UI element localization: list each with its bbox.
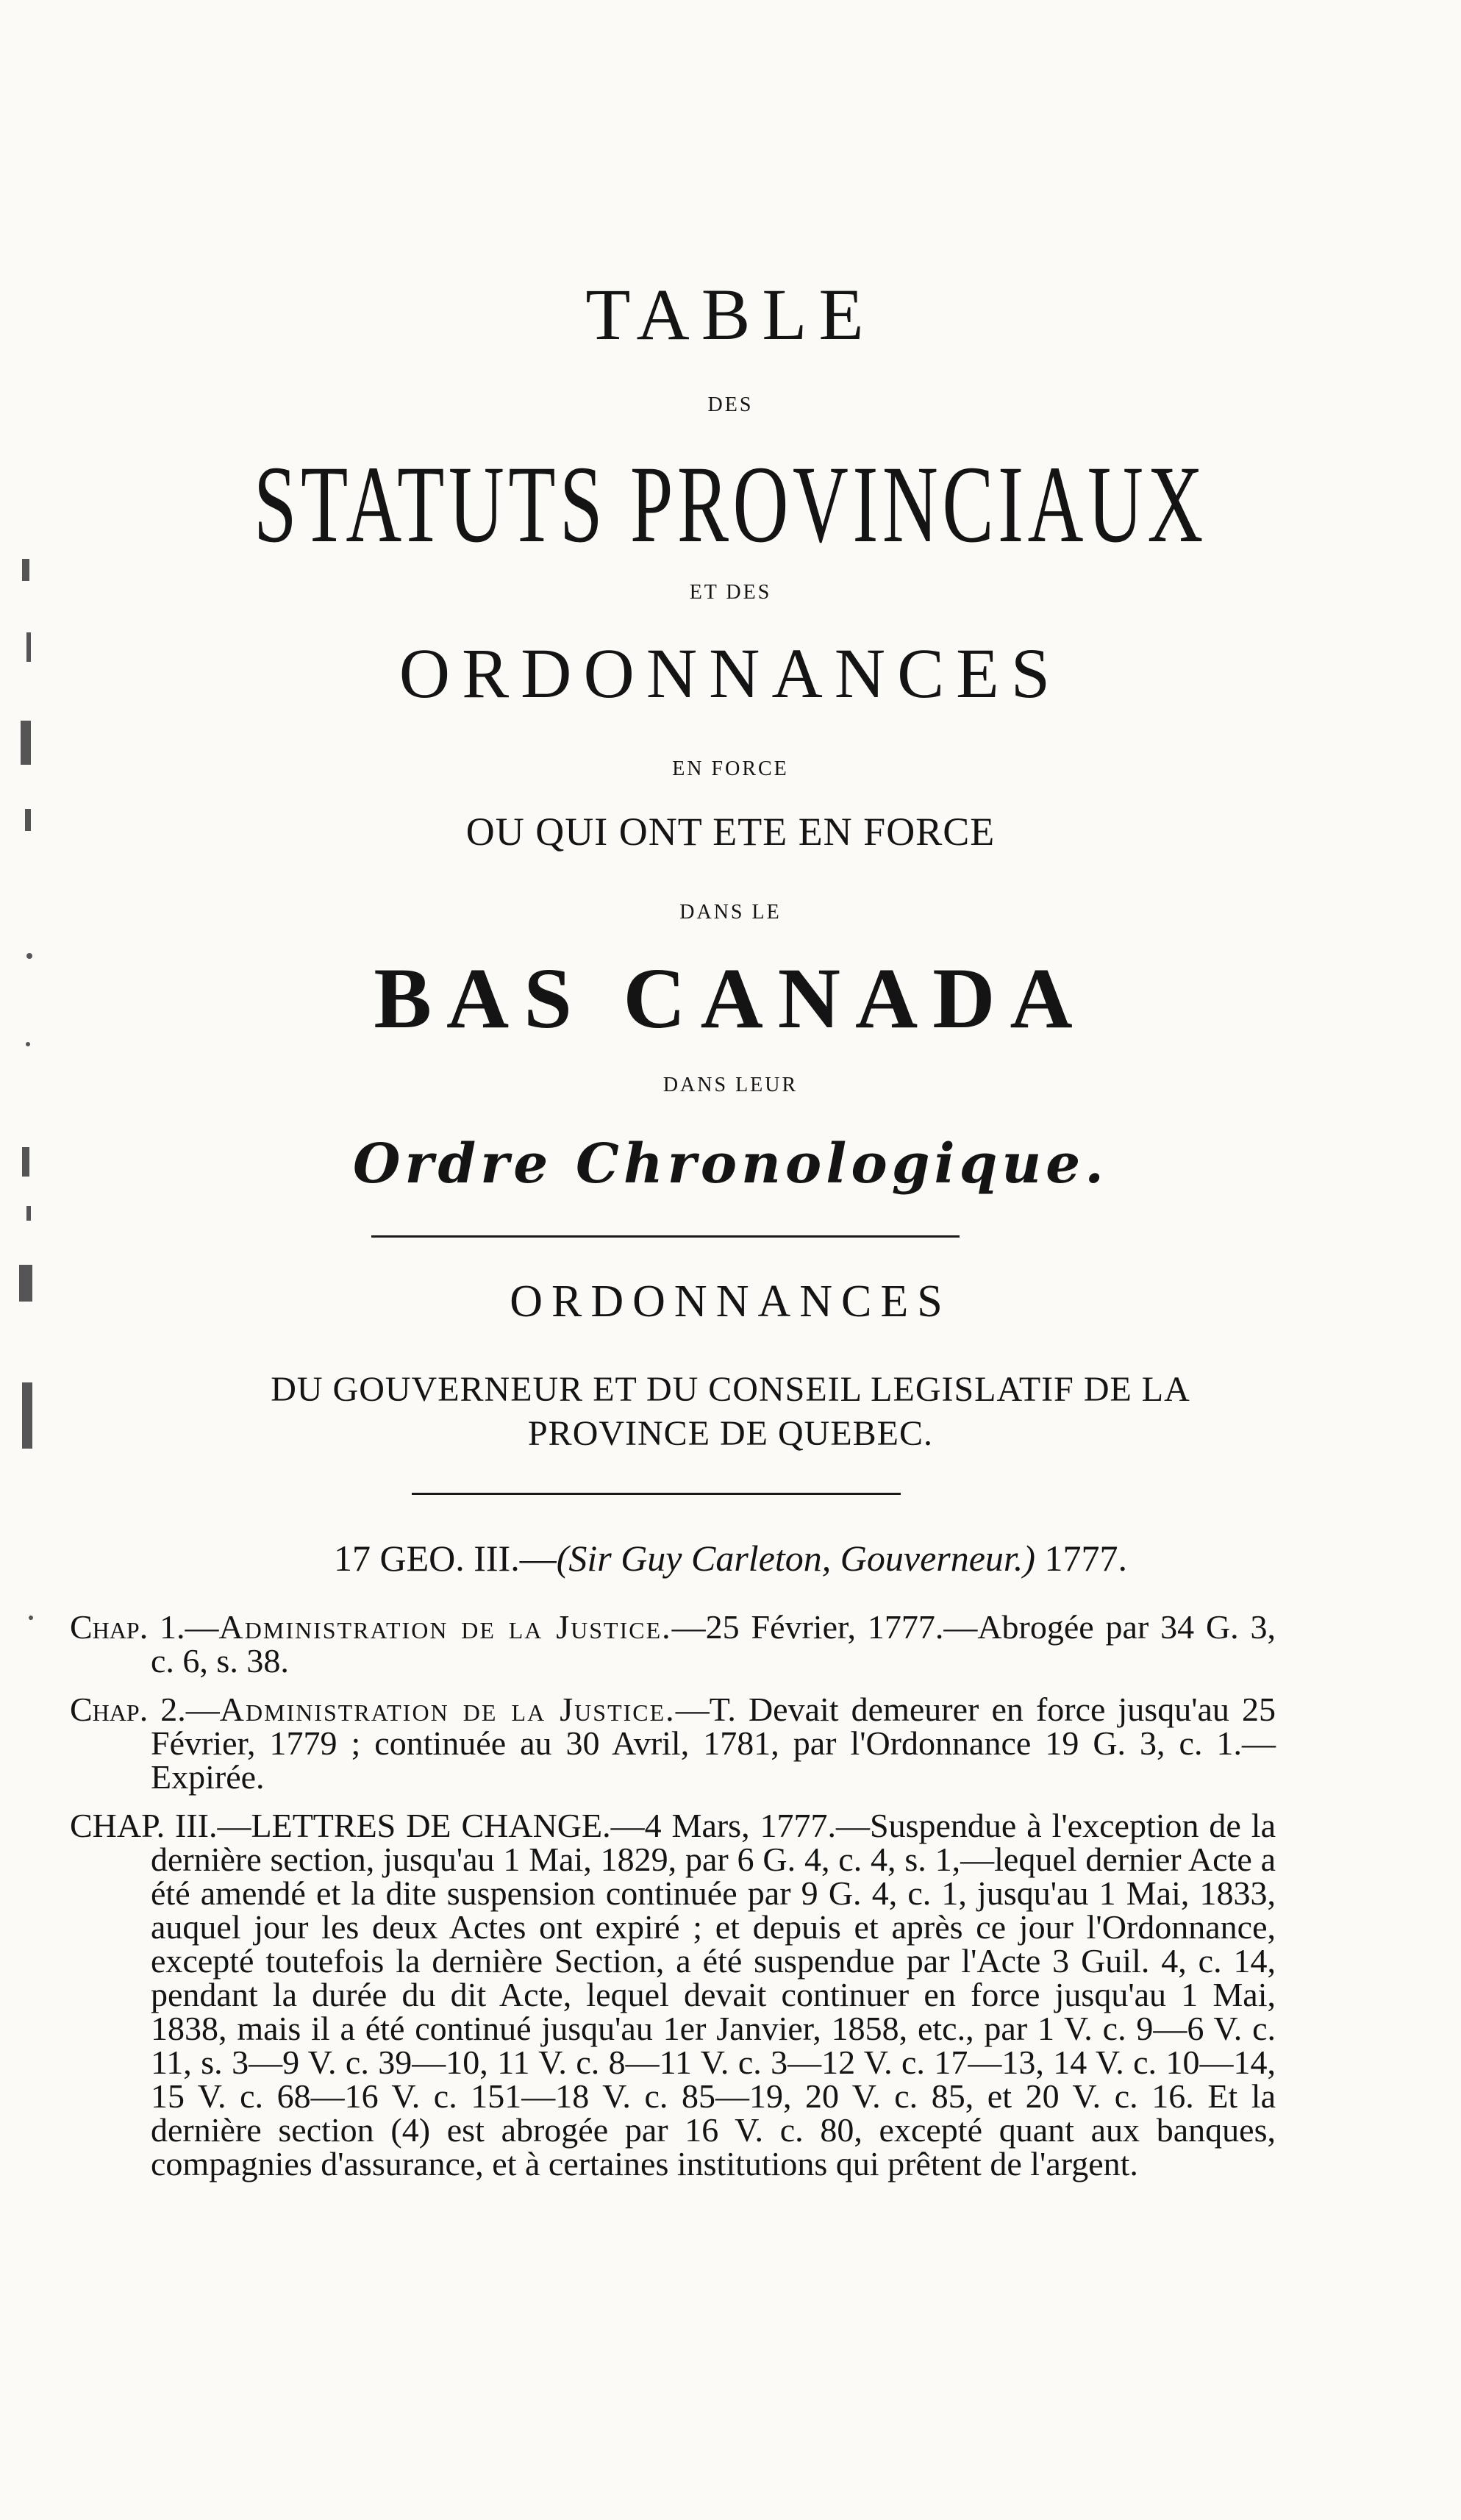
section-subheading-line1: DU GOUVERNEUR ET DU CONSEIL LEGISLATIF DE LA	[271, 1370, 1190, 1409]
chapter-entry	[70, 1610, 1276, 1678]
reign-prefix: 17 GEO. III.—	[333, 1538, 557, 1579]
chapter-title: Administration de la Justice.	[219, 1691, 676, 1728]
chapter-entry	[70, 1693, 1276, 1794]
chapter-entry	[70, 1809, 1276, 2181]
title-ordonnances: ORDONNANCES	[399, 634, 1062, 713]
reign-heading	[0, 1537, 1461, 1580]
title-statuts-provinciaux: STATUTS PROVINCIAUX	[254, 443, 1207, 565]
divider-rule	[371, 1235, 960, 1238]
title-connector-des: DES	[707, 393, 754, 416]
reign-governor: (Sir Guy Carleton, Gouverneur.)	[556, 1538, 1035, 1579]
title-ou-qui-ont-ete: OU QUI ONT ETE EN FORCE	[465, 810, 996, 854]
chapter-title: Administration de la Justice.	[218, 1608, 672, 1646]
chapter-title: LETTRES DE CHANGE.	[251, 1807, 611, 1844]
divider-rule	[412, 1493, 901, 1495]
chapter-label: CHAP. III.—	[70, 1807, 251, 1844]
chapter-text: —25 Février, 1777.—Abrogée par 34 G. 3, c. 6, s. 38.	[151, 1608, 1276, 1680]
reign-year: 1777.	[1044, 1538, 1127, 1579]
scan-margin-noise	[0, 0, 59, 2520]
section-subheading-line2: PROVINCE DE QUEBEC.	[527, 1414, 933, 1453]
chapter-text: —T. Devait demeurer en force jusqu'au 25 Février, 1779 ; continuée au 30 Avril, 1781, par l'Ordonnance 19 G. 3, c. 1.—Expirée.	[151, 1691, 1276, 1796]
chapter-list	[70, 1610, 1276, 2196]
title-connector-et-des: ET DES	[689, 581, 772, 604]
chapter-label: Chap. 2.—	[70, 1691, 220, 1728]
title-table: TABLE	[585, 274, 876, 355]
title-bas-canada: BAS CANADA	[374, 950, 1087, 1046]
title-connector-en-force: EN FORCE	[672, 757, 789, 780]
chapter-text: —4 Mars, 1777.—Suspendue à l'exception de la dernière section, jusqu'au 1 Mai, 1829, par 6 G. 4, c. 4, s. 1,—lequel dernier Acte a été amendé et la dite suspension continuée par 9 G. 4, c. 1, jusqu'au 1 Mai, 1833, auquel jour les deux Actes ont expiré ; et depuis et après ce jour l'Ordonnance, excepté toutefois la dernière Section, a été suspendue par l'Acte 3 Guil. 4, c. 14, pendant la durée du dit Acte, lequel devait continuer en force jusqu'au 1 Mai, 1838, mais il a été continué jusqu'au 1er Janvier, 1858, etc., par 1 V. c. 9—6 V. c. 11, s. 3—9 V. c. 39—10, 11 V. c. 8—11 V. c. 3—12 V. c. 17—13, 14 V. c. 10—14, 15 V. c. 68—16 V. c. 151—18 V. c. 85—19, 20 V. c. 85, et 20 V. c. 16. Et la dernière section (4) est abrogée par 16 V. c. 80, excepté quant aux banques, compagnies d'assurance, et à certaines institutions qui prêtent de l'argent.	[151, 1807, 1276, 2182]
title-connector-dans-leur: DANS LEUR	[662, 1074, 799, 1096]
chapter-label: Chap. 1.—	[70, 1608, 219, 1646]
title-ordre-chronologique: Ordre Chronologique.	[353, 1132, 1108, 1196]
section-heading: ORDONNANCES	[510, 1277, 951, 1327]
title-connector-dans-le: DANS LE	[679, 901, 782, 924]
